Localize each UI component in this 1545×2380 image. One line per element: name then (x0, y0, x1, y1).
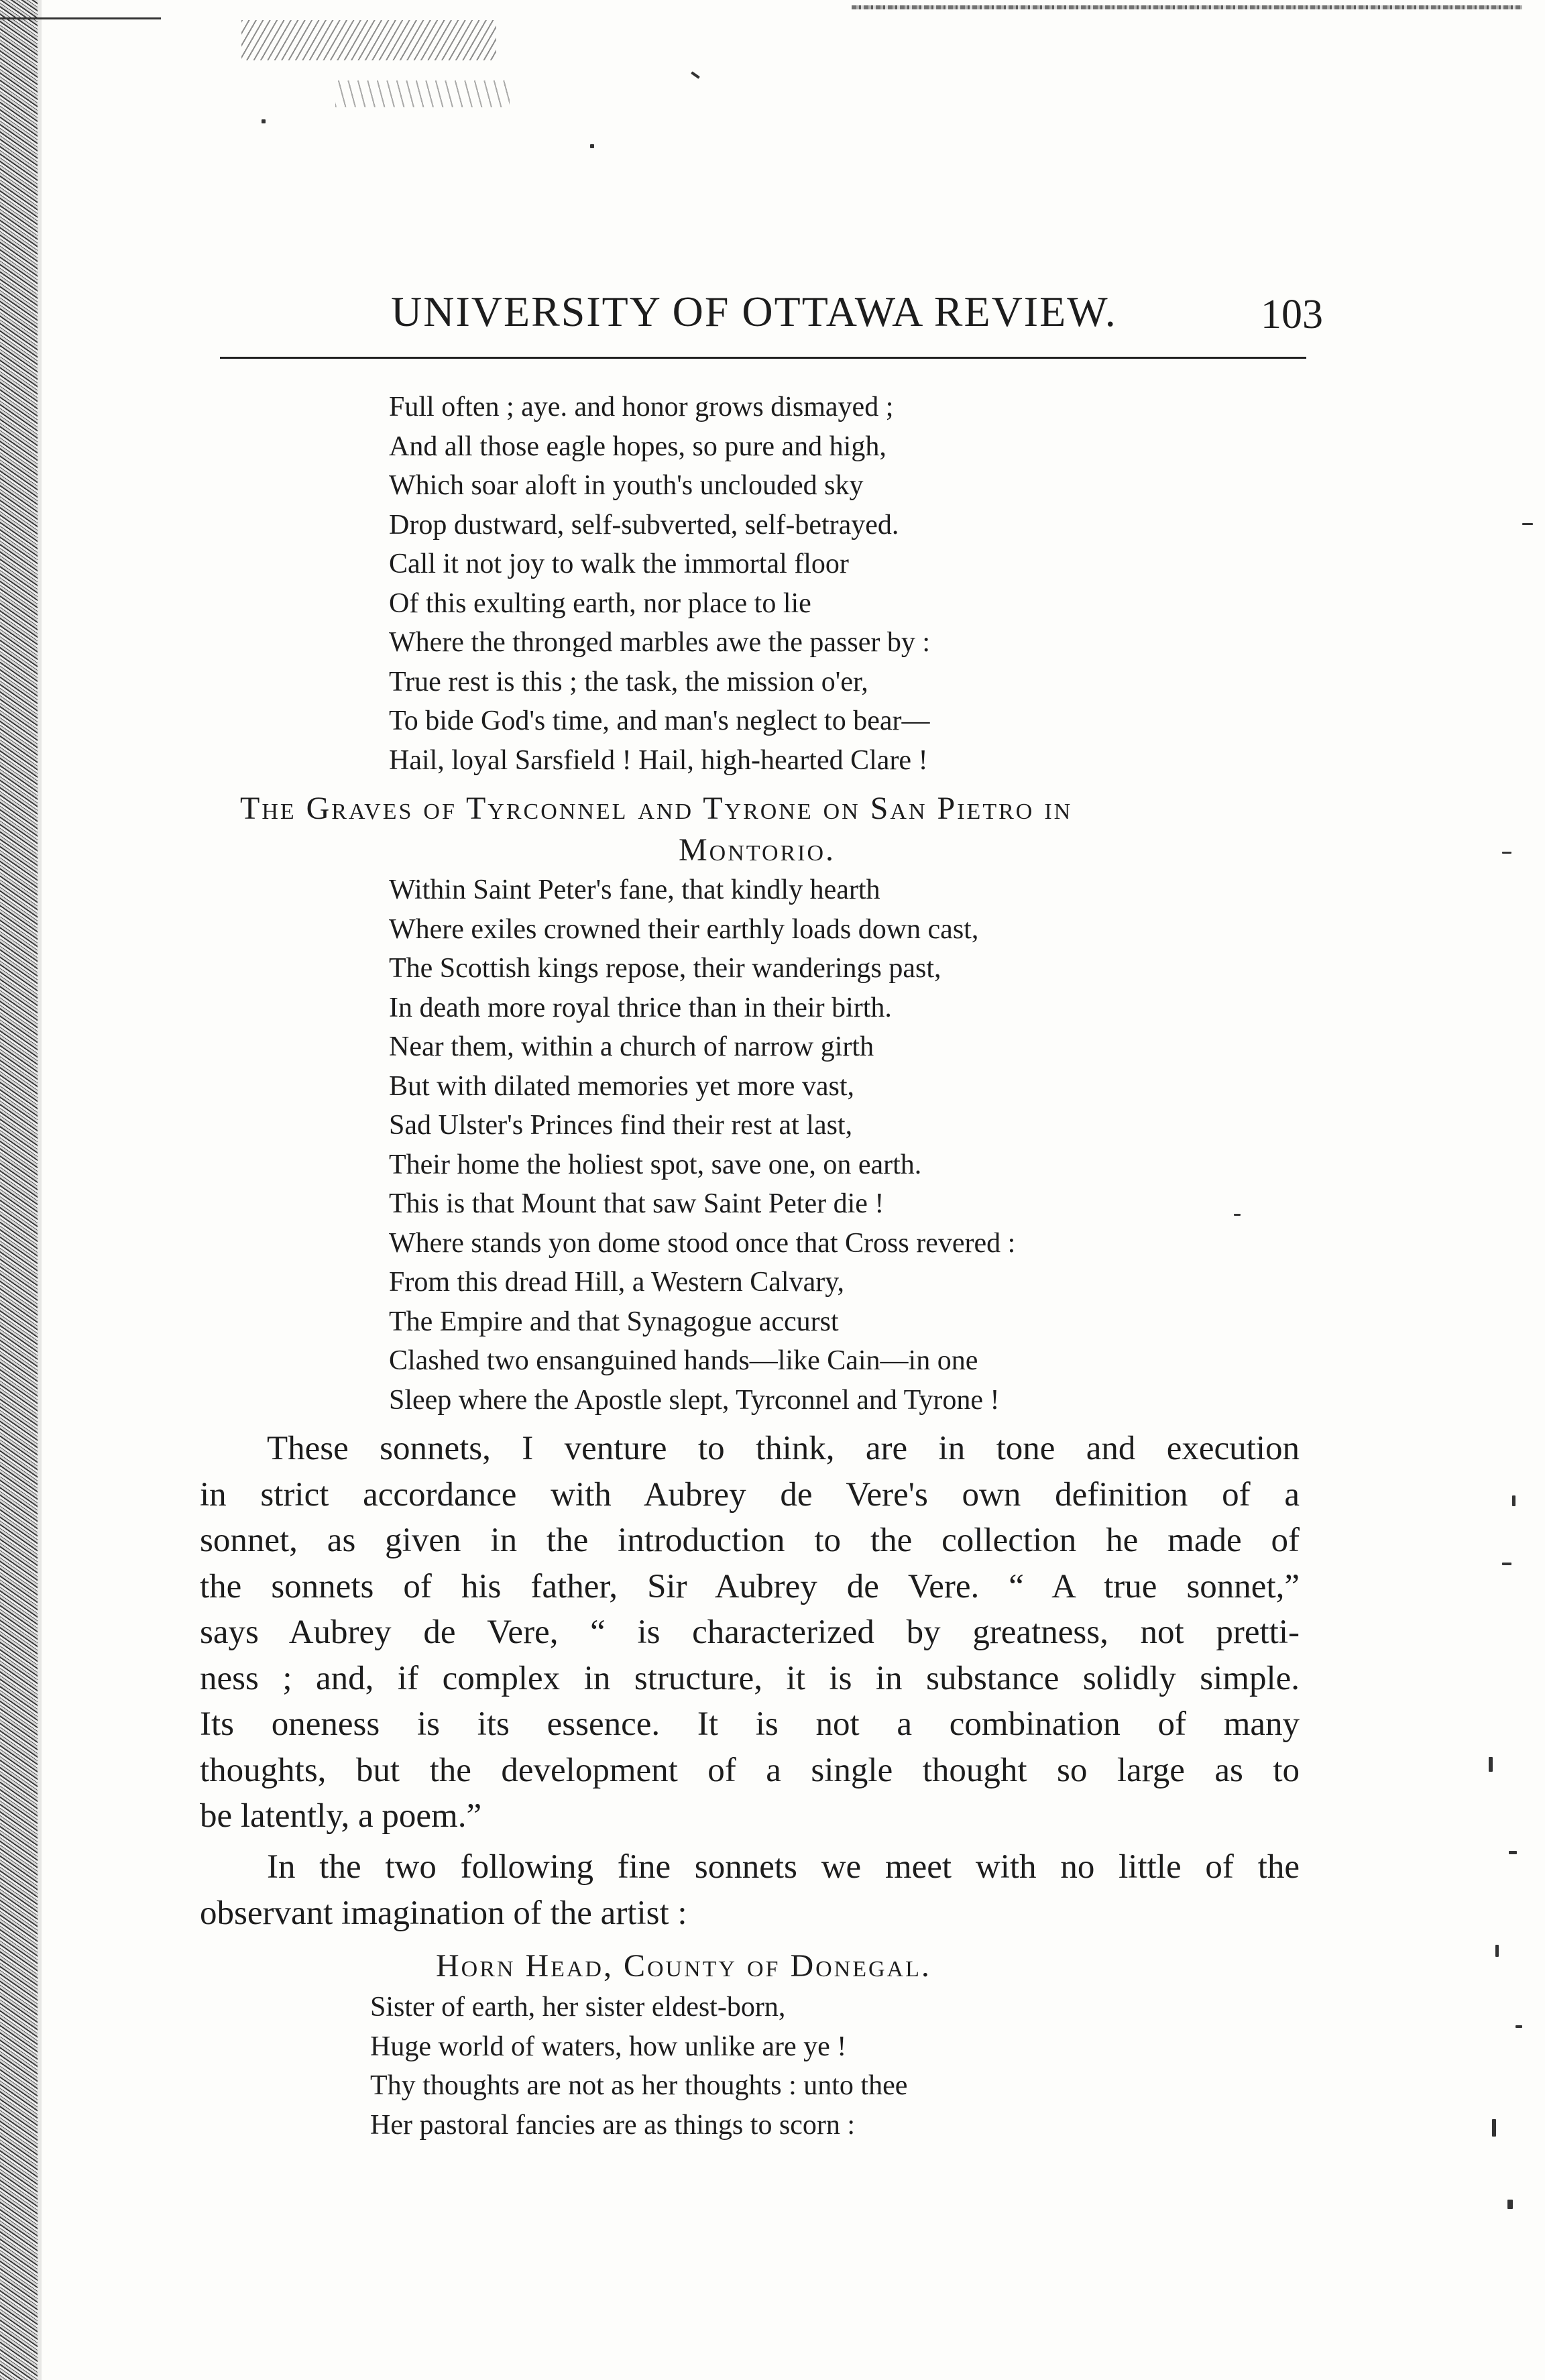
verse-line: Drop dustward, self-subverted, self-betrayed. (389, 509, 899, 541)
scan-speck (1502, 852, 1511, 854)
scan-speck (1507, 2200, 1513, 2209)
verse-line: Where stands yon dome stood once that Cross revered : (389, 1227, 1016, 1259)
verse-line: To bide God's time, and man's neglect to bear— (389, 705, 930, 736)
running-header (391, 280, 1350, 341)
verse-line: Her pastoral fancies are as things to scorn : (370, 2109, 856, 2141)
prose-paragraph-1 (200, 1426, 1300, 1839)
prose-line: thoughts, but the development of a single thought so large as to (200, 1751, 1300, 1789)
scan-speck (1234, 1214, 1241, 1216)
verse-line: Hail, loyal Sarsfield ! Hail, high-hearted Clare ! (389, 744, 928, 776)
verse-line: Call it not joy to walk the immortal floor (389, 549, 849, 579)
sonnet-tyrconnel (389, 870, 1015, 1420)
prose-line: says Aubrey de Vere, “ is characterized by greatness, not pretti- (200, 1613, 1300, 1651)
prose-line: in strict accordance with Aubrey de Vere's own definition of a (200, 1475, 1300, 1514)
verse-line: Thy thoughts are not as her thoughts : unto thee (370, 2070, 908, 2101)
scan-speck (1515, 2025, 1522, 2028)
sonnet-title-line-2: Montorio. (679, 832, 836, 868)
verse-line: Huge world of waters, how unlike are ye ! (370, 2031, 847, 2062)
scan-speck (1489, 1757, 1493, 1772)
prose-line: be latently, a poem.” (200, 1797, 482, 1835)
verse-line: In death more royal thrice than in their birth. (389, 992, 892, 1023)
scan-noise-top-2 (335, 80, 510, 107)
header-rule (220, 357, 1306, 359)
prose-line: the sonnets of his father, Sir Aubrey de Vere. “ A true sonnet,” (200, 1567, 1300, 1605)
verse-line: Within Saint Peter's fane, that kindly hearth (389, 874, 880, 905)
verse-line: Clashed two ensanguined hands—like Cain—in one (389, 1345, 978, 1376)
page-number: 103 (1261, 292, 1323, 337)
scan-noise-top (241, 20, 496, 60)
scan-top-rule-right (852, 5, 1522, 9)
verse-line: Their home the holiest spot, save one, on earth. (389, 1149, 922, 1180)
scan-speck (1492, 2119, 1496, 2137)
sonnet-title-horn-head: Horn Head, County of Donegal. (436, 1948, 931, 1984)
verse-line: But with dilated memories yet more vast, (389, 1070, 855, 1102)
journal-title: UNIVERSITY OF OTTAWA REVIEW. (391, 288, 1117, 335)
verse-line: And all those eagle hopes, so pure and high, (389, 431, 886, 462)
verse-line: Which soar aloft in youth's unclouded sky (389, 470, 864, 501)
verse-line: Near them, within a church of narrow girth (389, 1031, 874, 1062)
prose-line: Its oneness is its essence. It is not a combination of many (200, 1705, 1300, 1743)
verse-line: Where the thronged marbles awe the passer by : (389, 627, 931, 658)
scan-speck (1512, 1495, 1515, 1506)
prose-line: observant imagination of the artist : (200, 1894, 687, 1932)
prose-line: These sonnets, I venture to think, are in tone and execution (267, 1430, 1300, 1467)
scan-speck (1522, 523, 1533, 525)
verse-line: The Scottish kings repose, their wanderings past, (389, 953, 941, 984)
prose-paragraph-2 (200, 1844, 1300, 1936)
verse-line: Of this exulting earth, nor place to lie (389, 587, 811, 619)
scan-speck (590, 144, 594, 148)
verse-line: Sleep where the Apostle slept, Tyrconnel and Tyrone ! (389, 1384, 1000, 1416)
scan-top-rule (0, 17, 161, 19)
scan-speck (1495, 1945, 1499, 1957)
verse-line: Sister of earth, her sister eldest-born, (370, 1992, 786, 2023)
scan-speck (691, 71, 700, 78)
scan-speck (262, 119, 266, 123)
sonnet-title-line-1: The Graves of Tyrconnel and Tyrone on San Pietro in (240, 791, 1073, 826)
verse-line: Sad Ulster's Princes find their rest at last, (389, 1110, 853, 1141)
prose-line: In the two following fine sonnets we meet with no little of the (267, 1848, 1300, 1886)
verse-line: The Empire and that Synagogue accurst (389, 1306, 839, 1337)
prose-line: sonnet, as given in the introduction to the collection he made of (200, 1522, 1300, 1559)
verse-line: This is that Mount that saw Saint Peter die ! (389, 1188, 884, 1219)
scan-margin-marks (1475, 1475, 1536, 2280)
verse-line: True rest is this ; the task, the mission o'er, (389, 666, 868, 697)
scan-edge-gap (38, 0, 42, 2380)
scan-binding-edge (0, 0, 38, 2380)
sonnet-horn-head (370, 1988, 907, 2145)
scan-speck (1502, 1563, 1511, 1565)
scan-speck (1509, 1851, 1517, 1854)
verse-line: Full often ; aye. and honor grows dismayed ; (389, 392, 894, 422)
verse-stanza-1 (389, 388, 930, 780)
verse-line: Where exiles crowned their earthly loads down cast, (389, 913, 979, 945)
prose-line: ness ; and, if complex in structure, it is in substance solidly simple. (200, 1659, 1300, 1697)
verse-line: From this dread Hill, a Western Calvary, (389, 1267, 844, 1298)
